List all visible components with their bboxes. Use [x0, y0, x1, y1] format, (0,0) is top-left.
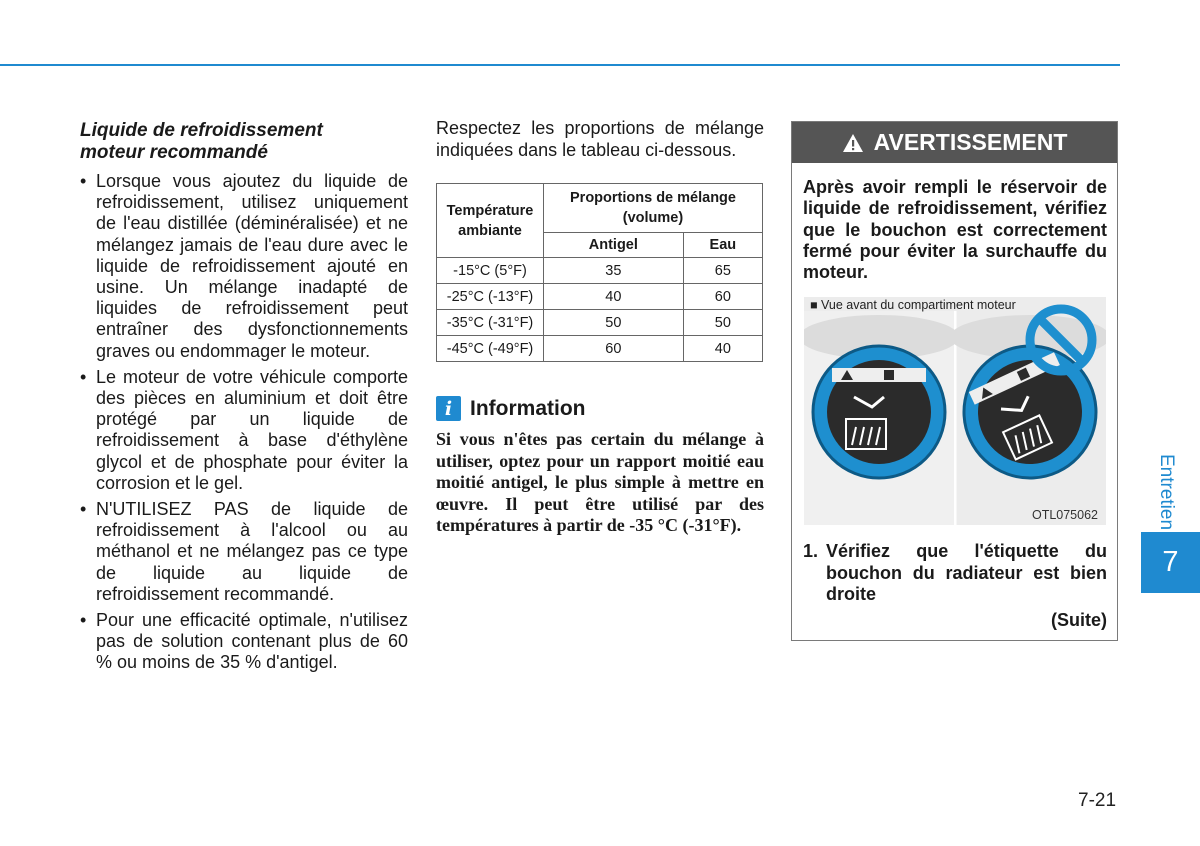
cell-eau: 60	[683, 284, 762, 310]
cell-eau: 65	[683, 258, 762, 284]
cell-temp: -45°C (-49°F)	[437, 336, 544, 362]
header-eau: Eau	[683, 233, 762, 258]
list-item	[80, 499, 408, 605]
warning-header	[792, 122, 1117, 163]
table-row	[437, 310, 763, 336]
table-row	[437, 284, 763, 310]
bullet-dot: •	[80, 610, 87, 631]
coolant-bullet-list	[80, 171, 408, 674]
section-title-line2: moteur recommandé	[80, 142, 268, 163]
cell-antigel: 60	[544, 336, 684, 362]
cell-antigel: 40	[544, 284, 684, 310]
radiator-cap-illustration	[804, 297, 1106, 525]
chapter-number-tab: 7	[1141, 532, 1200, 593]
information-header	[436, 396, 764, 421]
step-text: Vérifiez que l'étiquette du bouchon du radiateur est bien droite	[826, 541, 1107, 605]
warning-triangle-icon	[842, 133, 864, 153]
mixture-table	[436, 183, 763, 362]
page-number: 7-21	[1078, 790, 1117, 811]
bullet-dot: •	[80, 366, 87, 387]
header-antigel: Antigel	[544, 233, 684, 258]
cell-eau: 50	[683, 310, 762, 336]
mixture-intro: Respectez les proportions de mélange indiquées dans le tableau ci-dessous.	[436, 118, 764, 160]
header-mixture	[544, 184, 763, 233]
table-row	[437, 336, 763, 362]
chapter-label-text: Entretien	[1156, 453, 1177, 531]
coolant-section	[80, 120, 408, 679]
cell-antigel: 35	[544, 258, 684, 284]
header-temperature: Température ambiante	[437, 184, 544, 258]
correct-cap-icon	[813, 346, 945, 478]
radiator-cap-figure	[804, 297, 1106, 525]
section-title	[80, 120, 408, 164]
header-mixture-line1: Proportions de mélange	[570, 190, 736, 206]
bullet-dot: •	[80, 499, 87, 520]
step-1	[803, 541, 1107, 605]
information-title: Information	[470, 396, 586, 420]
cell-temp: -35°C (-31°F)	[437, 310, 544, 336]
cell-eau: 40	[683, 336, 762, 362]
bullet-text: Le moteur de votre véhicule comporte des pièces en aluminium et doit être protégé par un liquide de refroidissement à base d'éthylène glycol et de phosphate pour éviter la corrosion et le gel.	[96, 366, 408, 493]
table-row	[437, 258, 763, 284]
figure-code: OTL075062	[1031, 508, 1098, 523]
section-title-line1: Liquide de refroidissement	[80, 120, 323, 141]
top-rule	[0, 64, 1120, 66]
warning-title: AVERTISSEMENT	[873, 129, 1068, 155]
cell-temp: -15°C (5°F)	[437, 258, 544, 284]
warning-text: Après avoir rempli le réservoir de liquide de refroidissement, vérifiez que le bouchon est correctement fermé pour éviter la surchauffe du moteur.	[803, 177, 1107, 283]
list-item	[80, 171, 408, 362]
bullet-text: Lorsque vous ajoutez du liquide de refroidissement, utilisez uniquement de l'eau distillée (déminéralisée) et ne mélangez jamais de l'eau dure avec le liquide de refroidissement ajouté en usine. Un mélange inadapté de liquides de refroidissement peut entraîner des dysfonctionnements graves ou endommager le moteur.	[96, 171, 408, 361]
continued-label: (Suite)	[1051, 610, 1107, 631]
warning-box	[791, 121, 1118, 641]
bullet-text: Pour une efficacité optimale, n'utilisez pas de solution contenant plus de 60 % ou moins de 35 % d'antigel.	[96, 610, 408, 673]
figure-caption: ■ Vue avant du compartiment moteur	[810, 298, 1016, 313]
list-item	[80, 610, 408, 674]
bullet-dot: •	[80, 171, 87, 191]
cell-temp: -25°C (-13°F)	[437, 284, 544, 310]
header-mixture-line2: (volume)	[622, 210, 684, 226]
info-icon: i	[436, 396, 461, 421]
information-body: Si vous n'êtes pas certain du mélange à utiliser, optez pour un rapport moitié eau moitié antigel, le plus simple à mettre en œuvre. Il peut être utilisé par des températures à partir de -35 °C (-31°F).	[436, 429, 764, 535]
step-number: 1.	[803, 541, 819, 562]
chapter-label	[1152, 452, 1180, 532]
bullet-text: N'UTILISEZ PAS de liquide de refroidissement à l'alcool ou au méthanol et ne mélangez pas ce type de liquide au liquide de refroidissement recommandé.	[96, 499, 408, 604]
list-item	[80, 367, 408, 494]
cell-antigel: 50	[544, 310, 684, 336]
mixture-section	[436, 118, 764, 537]
